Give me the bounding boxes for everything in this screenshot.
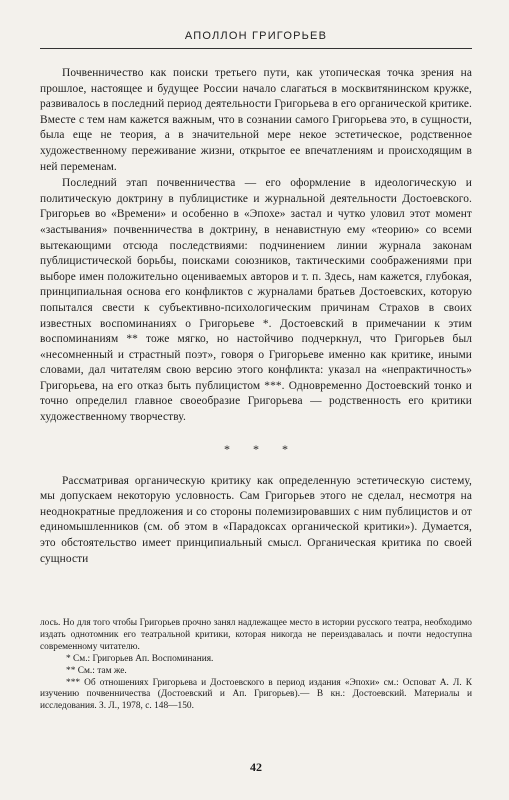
main-text xyxy=(40,66,472,567)
section-separator: * * * xyxy=(224,441,298,456)
footnote-1: * См.: Григорьев Ап. Воспоминания. xyxy=(66,653,214,664)
footnote-3: *** Об отношениях Григорьева и Достоевского в период издания «Эпохи» см.: Осповат А. Л. К изучению почвенничества (Достоевский и Ап. Григорьев).— В кн.: Достоевский. Материалы и исследования. З. Л., 1978, с. 148—150. xyxy=(40,677,472,712)
paragraph-3: Рассматривая органическую критику как определенную эстетическую систему, мы допускаем некоторую условность. Сам Григорьев этого не сделал, несмотря на неоднократные предложения и со стороны полемизировавших с ним публицистов и от единомышленников (см. об этом в «Парадоксах органической критики»). Думается, это обстоятельство имеет принципиальный смысл. Органическая критика по своей сущности xyxy=(40,474,472,565)
page-number: 42 xyxy=(250,760,262,774)
footnotes xyxy=(40,618,472,713)
header-rule xyxy=(40,48,472,49)
footnote-2: ** См.: там же. xyxy=(66,665,127,676)
paragraph-2: Последний этап почвенничества — его оформление в идеологическую и политическую доктрину в публицистике и журнальной деятельности Достоевского. Григорьев во «Времени» и особенно в «Эпохе» застал и чутко уловил этот момент «застывания» почвенничества в доктрину, в ненавистную ему «теорию» со всеми вытекающими отсюда последствиями: подчинением линии журнала законам публицистической борьбы, поисками союзников, тактическими соображениями при выборе имен положительно оцениваемых авторов и т. п. Здесь, нам кажется, глубокая, принципиальная основа его конфликтов с журналами братьев Достоевских, которую попытался свести к субъективно-психологическим причинам Страхов в своих известных воспоминаниях о Григорьеве *. Достоевский в примечании к этим воспоминаниям ** тоже мягко, но настойчиво подчеркнул, что Григорьев был «несомненный и страстный поэт», говоря о Григорьеве именно как критике, иными словами, дал читателям свою версию этого конфликта: указал на «непрактичность» Григорьева, на его отказ быть публицистом ***. Одновременно Достоевский тонко и точно определил главное своеобразие Григорьева — родственность его критики художественному творчеству. xyxy=(40,177,472,424)
running-head: АПОЛЛОН ГРИГОРЬЕВ xyxy=(184,30,328,42)
footnote-continuation: лось. Но для того чтобы Григорьев прочно занял надлежащее место в истории русского театра, необходимо издать однотомник его театральной критики, которая никогда не переиздавалась и почти недоступна современному читателю. xyxy=(40,618,472,652)
paragraph-1: Почвенничество как поиски третьего пути, как утопическая точка зрения на прошлое, настоящее и будущее России начало слагаться в москвитянинском кружке, развивалось в последний период деятельности Григорьева в его органической критике. Вместе с тем нам кажется важным, что в сознании самого Григорьева это, в сущности, была еще не теория, а в значительной мере некое эстетическое, родственное художественному переживание жизни, открытое ее впечатлениям и происходящим в ней переменам. xyxy=(40,67,472,173)
